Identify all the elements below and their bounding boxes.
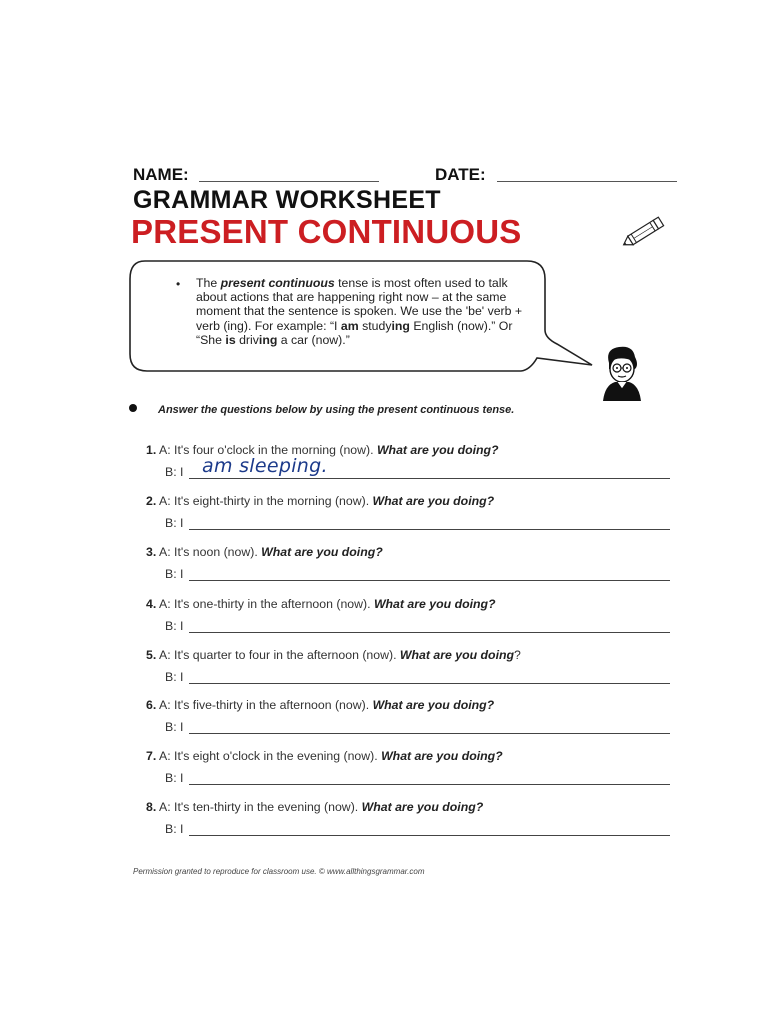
question-prompt: 4. A: It's one-thirty in the afternoon (now). What are you doing? — [146, 597, 496, 611]
answer-label: B: I — [165, 720, 184, 734]
teacher-illustration — [597, 343, 647, 401]
answer-label: B: I — [165, 619, 184, 633]
bubble-text: The present continuous tense is most often used to talk about actions that are happening right now – at the same moment that the sentence is spoken. We use the 'be' verb + verb (ing). For example: “I am studying English (now).” Or “She is driving a car (now).” — [196, 276, 523, 347]
question-prompt: 2. A: It's eight-thirty in the morning (now). What are you doing? — [146, 494, 495, 508]
answer-label: B: I — [165, 771, 184, 785]
answer-line[interactable] — [189, 784, 670, 785]
question-prompt: 3. A: It's noon (now). What are you doing? — [146, 545, 383, 559]
answer-line[interactable] — [189, 478, 670, 479]
pencil-icon — [619, 214, 669, 250]
answer-label: B: I — [165, 516, 184, 530]
answer-label: B: I — [165, 567, 184, 581]
answer-label: B: I — [165, 670, 184, 684]
handwritten-answer: am sleeping. — [202, 455, 328, 477]
answer-line[interactable] — [189, 529, 670, 530]
name-field[interactable] — [199, 181, 379, 182]
name-label: NAME: — [133, 165, 189, 184]
instruction-bullet — [129, 404, 137, 412]
answer-line[interactable] — [189, 632, 670, 633]
date-label: DATE: — [435, 165, 486, 184]
date-field[interactable] — [497, 181, 677, 182]
answer-label: B: I — [165, 465, 184, 479]
copyright-footer: Permission granted to reproduce for classroom use. © www.allthingsgrammar.com — [133, 867, 425, 876]
question-prompt: 5. A: It's quarter to four in the afternoon (now). What are you doing? — [146, 648, 521, 662]
question-prompt: 6. A: It's five-thirty in the afternoon (now). What are you doing? — [146, 698, 495, 712]
question-prompt: 1. A: It's four o'clock in the morning (now). What are you doing? — [146, 443, 499, 457]
answer-label: B: I — [165, 822, 184, 836]
answer-line[interactable] — [189, 835, 670, 836]
answer-line[interactable] — [189, 733, 670, 734]
answer-line[interactable] — [189, 683, 670, 684]
worksheet-title: GRAMMAR WORKSHEET — [133, 186, 441, 214]
question-prompt: 8. A: It's ten-thirty in the evening (now). What are you doing? — [146, 800, 484, 814]
answer-line[interactable] — [189, 580, 670, 581]
instructions: Answer the questions below by using the present continuous tense. — [158, 404, 515, 416]
worksheet-topic: PRESENT CONTINUOUS — [131, 213, 522, 250]
question-prompt: 7. A: It's eight o'clock in the evening (now). What are you doing? — [146, 749, 503, 763]
bubble-bullet: • — [176, 277, 181, 291]
